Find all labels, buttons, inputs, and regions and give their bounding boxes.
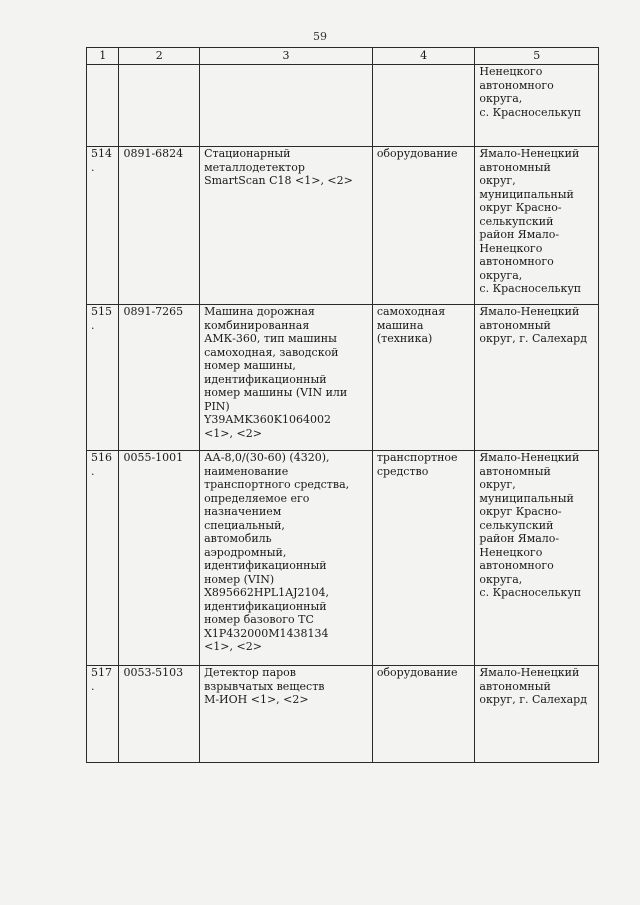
row-kind [372,65,475,147]
row-name [200,65,373,147]
row-code: 0053-5103 [119,666,200,763]
row-name: Детектор паров взрывчатых веществ М-ИОН <1>, <2> [200,666,373,763]
table-row [87,305,599,451]
row-code: 0891-7265 [119,305,200,451]
row-location: Ненецкого автономного округа, с. Красноселькуп [475,65,599,147]
row-name: Стационарный металлодетектор SmartScan C18 <1>, <2> [200,147,373,305]
row-kind: оборудование [372,666,475,763]
row-location: Ямало-Ненецкий автономный округ, г. Салехард [475,305,599,451]
table-row [87,65,599,147]
row-number: 516. [87,451,119,666]
row-kind: оборудование [372,147,475,305]
column-header-5: 5 [475,48,599,65]
row-location: Ямало-Ненецкий автономный округ, муниципальный округ Красно- селькупский район Ямало- Ненецкого автономного округа, с. Красноселькуп [475,147,599,305]
row-code: 0055-1001 [119,451,200,666]
column-header-1: 1 [87,48,119,65]
row-kind: транспортное средство [372,451,475,666]
table-row [87,451,599,666]
column-header-4: 4 [372,48,475,65]
row-number: 517. [87,666,119,763]
row-code: 0891-6824 [119,147,200,305]
row-location: Ямало-Ненецкий автономный округ, муниципальный округ Красно- селькупский район Ямало- Ненецкого автономного округа, с. Красноселькуп [475,451,599,666]
row-number: 515. [87,305,119,451]
page-number: 59 [313,30,327,43]
row-number [87,65,119,147]
column-header-3: 3 [200,48,373,65]
row-code [119,65,200,147]
table-row [87,666,599,763]
row-kind: самоходная машина (техника) [372,305,475,451]
column-header-2: 2 [119,48,200,65]
registry-table [86,47,599,763]
table-row [87,147,599,305]
row-location: Ямало-Ненецкий автономный округ, г. Салехард [475,666,599,763]
row-name: Машина дорожная комбинированная АМК-360, тип машины самоходная, заводской номер машины, идентификационный номер машины (VIN или PIN) Y39AMK360K1064002 <1>, <2> [200,305,373,451]
row-name: АА-8,0/(30-60) (4320), наименование транспортного средства, определяемое его назначением специальный, автомобиль аэродромный, идентификационный номер (VIN) X895662HPL1AJ2104, идентификационный номер базового ТС X1P432000M1438134 <1>, <2> [200,451,373,666]
table-header-row [87,48,599,65]
row-number: 514. [87,147,119,305]
